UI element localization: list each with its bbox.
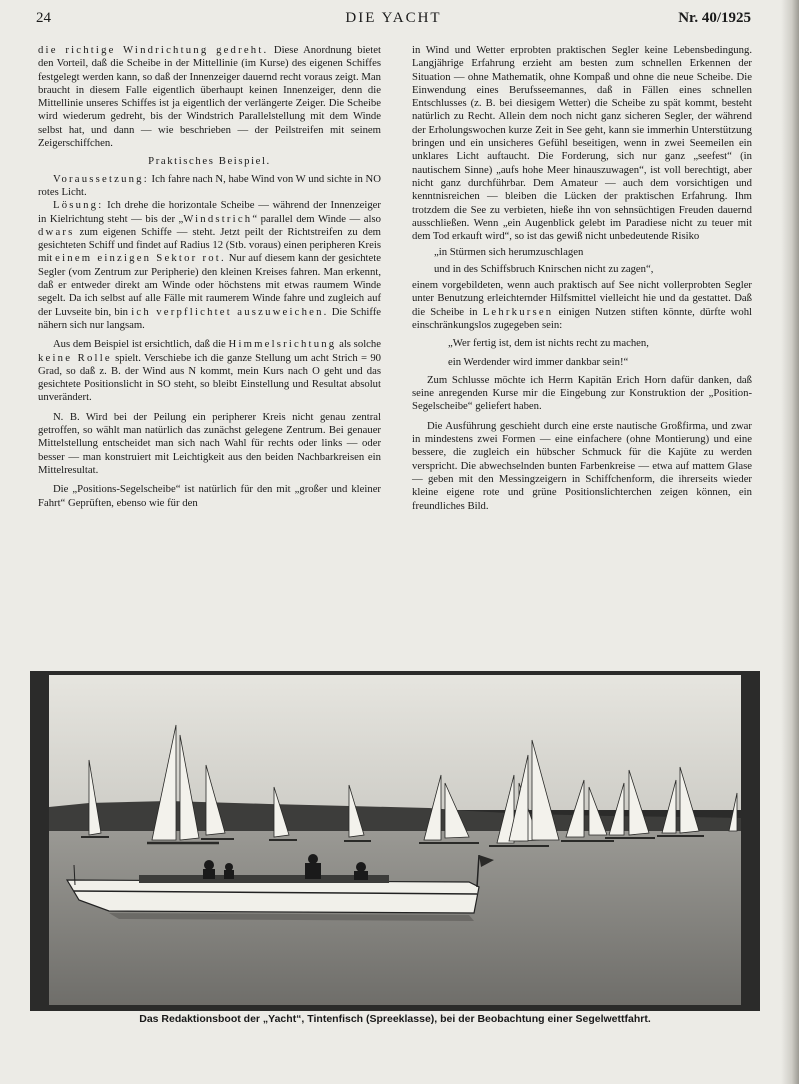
paragraph-text: Nur auf diesem kann der gesichtete Segler (vom Zentrum zur Peripherie) den kleinen Kreises fahren. Man erkennt, daß er entweder direkt am Winde oder höchstens mit etwas raumem Winde segelt. Da ich selbst auf alle Fälle mit raumerem Winde fahre und zugleich auf der Luvseite bin, bin xyxy=(38,252,381,318)
spaced-text: Lösung: xyxy=(52,199,104,212)
paragraph-text: als solche xyxy=(336,338,381,351)
paragraph-text: Diese Anordnung bietet den Vorteil, daß die Scheibe in der Mittellinie (im Kurse) des eigenen Schiffes festgelegt werden kann, so daß der Innenzeiger dauernd recht voraus zeigt. Man braucht in diesem Falle eigentlich überhaupt keinen Innenzeiger, denn die Mittellinie unseres Schiffes ist ja eigentlich der verlängerte Zeiger. Die Scheibe wird wiederum gedreht, bis der Windstrich Parallelstellung mit dem Winde selbst hat, und dann — wie beschrieben — der Peilstreifen mit seinem Zeigerschiffchen. xyxy=(38,44,381,150)
verse-line: ein Werdender wird immer dankbar sein!“ xyxy=(448,355,629,368)
spaced-text: die richtige Windrichtung gedreht. xyxy=(38,44,269,56)
page-header xyxy=(36,10,751,32)
regatta-photo xyxy=(49,675,741,1005)
paragraph-text: einem vorgebildeten, wenn auch praktisch auf See nicht vollerprobten Segler unter Benutzung erleichternder Hilfsmittel vielleicht hie und da gestattet. Daß die Scheibe in xyxy=(412,279,752,318)
paragraph-text: Aus dem Beispiel ist ersichtlich, daß die xyxy=(52,338,229,351)
paragraph-text: Ich drehe die horizontale Scheibe — während der Innenzeiger in Kielrichtung steht — bis der „ xyxy=(38,199,381,225)
spaced-text: Windstrich xyxy=(183,212,253,225)
paragraph-text: einigen Nutzen stiften könnte, dürfte wohl einschränkungslos zugegeben sein: xyxy=(412,305,753,331)
paragraph: Die Ausführung geschieht durch eine erste nautische Großfirma, und zwar in mindestens zwei Formen — eine einfachere (ohne Montierung) und eine bessere, die zugleich ein hübscher Schmuck für die Kajüte zu werden verspricht. Die abwechselnden bunten Farbenkreise — etwa auf mattem Glase — geben mit den Messingzeigern in Schiffchenform, die ihrerseits wieder kleine eigene rote und grüne Positionslichterchen zeigen können, ein freundliches Bild. xyxy=(412,419,752,512)
paragraph-text: spielt. Verschiebe ich die ganze Stellung um acht Strich = 90 Grad, so daß z. B. der Wind aus N kommt, mein Kurs nach O geht und das gesichtete Positionslicht in SO steht, so bleibt Einstellung und Resultat absolut unverändert. xyxy=(38,351,382,404)
paragraph: in Wind und Wetter erprobten praktischen Segler keine Lebensbedingung. Langjährige Erfahrung erzieht am besten zum schnellen Erkennen der Situation — ohne Mathematik, ohne Kompaß und ohne die neue Scheibe. Die Einwendung eines Berufsseemannes, daß in Fällen eines schnellen Entschlusses (z. B. bei diesigem Wetter) die Scheibe zu spät kommt, besteht natürlich zu Recht. Allein dem noch nicht ganz sicheren Segler, der während der Erholungswochen kurze Zeit in See geht, kann sie immerhin Unterstützung bringen und ein unsicheres Gefühl beseitigen, wenn in zwei Seemeilen ein unklares Licht auftaucht. Die Forderung, sich nur ganz „seefest“ (in nautischem Sinne) „aufs hohe Meer hinauszuwagen“, ist voll berechtigt, aber nicht ganz durchführbar. Dem Amateur — auch dem vorsichtigen und kenntnisreichen — bleiben die Lücken der praktischen Erfahrung. Ihm trotzdem die See zu verbieten, hieße ihn von sehnsüchtigen Freuden dauernd ausschließen. Wenn „ein Augenblick gelebt im Paradiese nicht zu teuer mit dem Tod erkauft wird“, so ist das gewiß nicht unbedeutende Risiko xyxy=(412,44,752,243)
left-column xyxy=(38,44,381,510)
spaced-text: keine Rolle xyxy=(38,351,112,364)
issue-number: Nr. 40/1925 xyxy=(678,10,751,26)
paragraph-text: “ parallel dem Winde — also xyxy=(252,212,381,225)
spaced-text: Himmelsrichtung xyxy=(228,338,337,351)
verse-line: und in des Schiffsbruch Knirschen nicht zu zagen“, xyxy=(434,262,654,275)
section-heading: Praktisches Beispiel. xyxy=(148,155,271,168)
spaced-text: einem einzigen Sektor rot. xyxy=(55,252,226,265)
paragraph: N. B. Wird bei der Peilung ein peripherer Kreis nicht genau zentral getroffen, so wählt man natürlich das zunächst gelegene Zentrum. Bei genauer Mittelstellung entscheidet man sich nach Wahl für rechts oder links — oder besser — man konstruiert mit Leichtigkeit aus den beiden Nachbarkreisen ein Mittelresultat. xyxy=(38,410,381,476)
paragraph-text: zum eigenen Schiffe — steht. Jetzt peilt der Richtstreifen zu dem gesichteten Schiff und findet auf Radius 12 (Stb. voraus) einen peripheren Kreis mit xyxy=(38,225,381,265)
page-edge-shadow xyxy=(781,0,799,1084)
paragraph-text: Die Schiffe nähern sich nur langsam. xyxy=(38,305,381,331)
photo-caption: Das Redaktionsboot der „Yacht“, Tintenfisch (Spreeklasse), bei der Beobachtung einer Segelwettfahrt. xyxy=(139,1013,651,1025)
photo-frame xyxy=(30,671,760,1011)
spaced-text: dwars xyxy=(38,225,75,238)
spaced-text: Lehrkursen xyxy=(482,305,554,318)
right-column xyxy=(412,44,752,513)
verse-line: „in Stürmen sich herumzuschlagen xyxy=(434,246,584,259)
paragraph-text: Ich fahre nach N, habe Wind von W und sichte in NO rotes Licht. xyxy=(38,172,381,198)
paragraph xyxy=(38,338,381,404)
page-number: 24 xyxy=(36,10,51,26)
paragraph xyxy=(38,44,381,150)
paragraph: Die „Positions-Segelscheibe“ ist natürlich für den mit „großer und kleiner Fahrt“ Geprüften, ebenso wie für den xyxy=(38,483,381,509)
paragraph xyxy=(38,173,381,200)
journal-title: DIE YACHT xyxy=(345,10,442,26)
paragraph xyxy=(38,199,381,332)
spaced-text: ich verpflichtet auszuweichen. xyxy=(131,305,329,318)
sky xyxy=(49,675,741,810)
paragraph: Zum Schlusse möchte ich Herrn Kapitän Erich Horn dafür danken, daß seine anregenden Kurse mir die Eingebung zur Konstruktion der „Position-Segelscheibe“ geliefert haben. xyxy=(412,373,752,413)
paragraph xyxy=(412,279,752,332)
spaced-text: Voraussetzung: xyxy=(52,172,149,185)
verse-line: „Wer fertig ist, dem ist nichts recht zu machen, xyxy=(448,337,649,350)
